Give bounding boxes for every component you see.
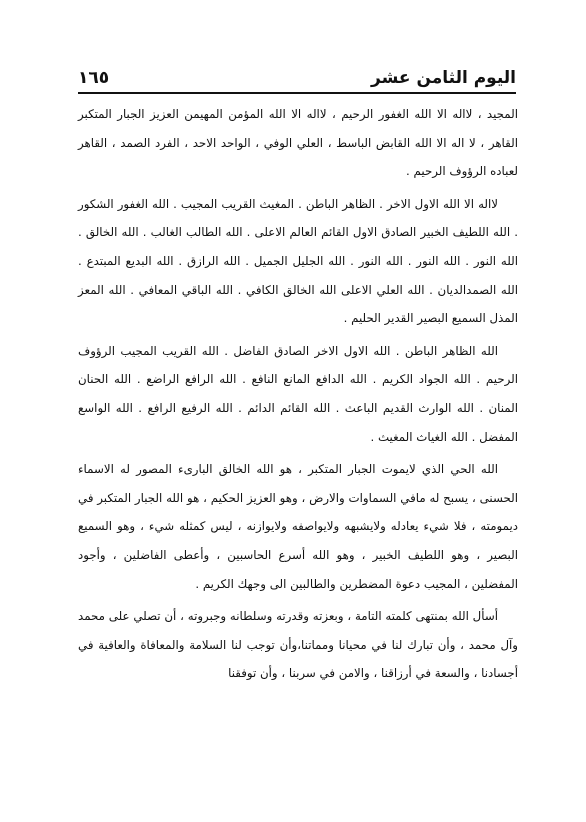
paragraph-5: أسأل الله بمنتهى كلمته التامة ، وبعزته وقدرته وسلطانه وجبروته ، أن تصلي على محمد وآل محمد ، وأن تبارك لنا في محيانا ومماتنا،وأن توجب لنا السلامة والمعافاة والعافية في أجسادنا ، والسعة في أرزاقنا ، والامن في سربنا ، وأن توفقنا — [78, 609, 518, 681]
page-number: ١٦٥ — [78, 68, 110, 88]
page-header — [78, 58, 516, 94]
paragraph-2: لااله الا الله الاول الاخر . الظاهر الباطن . المغيث القريب المجيب . الله الغفور الشكور . الله اللطيف الخبير الصادق الاول القائم العالم الاعلى . الله الطالب الغالب . الله الخالق . الله النور . الله النور . الله النور . الله الجليل الجميل . الله الرازق . الله البديع المبتدع . الله الصمدالديان . الله العلي الاعلى الله الخالق الكافي . الله الباقي المعافي . الله المعز المذل السميع البصير القدير الحليم . — [78, 196, 518, 326]
paragraph-4: الله الحي الذي لايموت الجبار المتكبر ، هو الله الخالق البارىء المصور له الاسماء الحسنى ، يسبح له مافي السماوات والارض ، وهو العزيز الحكيم ، هو الله الجبار المتكبر في ديمومته ، فلا شيء يعادله ولايشبهه ولايواصفه ولايوازنه ، ليس كمثله شيء ، وهو السميع البصير ، وهو اللطيف الخبير ، وهو الله أسرع الحاسبين ، وأعطى الفاضلين ، وأجود المفضلين ، المجيب دعوة المضطرين والطالبين الى وجهك الكريم . — [78, 462, 518, 591]
chapter-title: اليوم الثامن عشر — [371, 68, 516, 88]
page-body — [78, 100, 518, 688]
paragraph-3: الله الظاهر الباطن . الله الاول الاخر الصادق الفاضل . الله القريب المجيب الرؤوف الرحيم . الله الجواد الكريم . الله الدافع المانع النافع . الله الرافع الراضع . الله الحنان المنان . الله الوارث القديم الباعث . الله القائم الدائم . الله الرفيع الرافع . الله الواسع المفضل . الله الغياث المغيث . — [78, 343, 518, 444]
paragraph-1: المجيد ، لااله الا الله الغفور الرحيم ، لااله الا الله المؤمن المهيمن العزيز الجبار المتكبر القاهر ، لا اله الا الله القابض الباسط ، العلي الوفي ، الواحد الاحد ، الفرد الصمد ، القاهر لعباده الرؤوف الرحيم . — [78, 107, 518, 179]
